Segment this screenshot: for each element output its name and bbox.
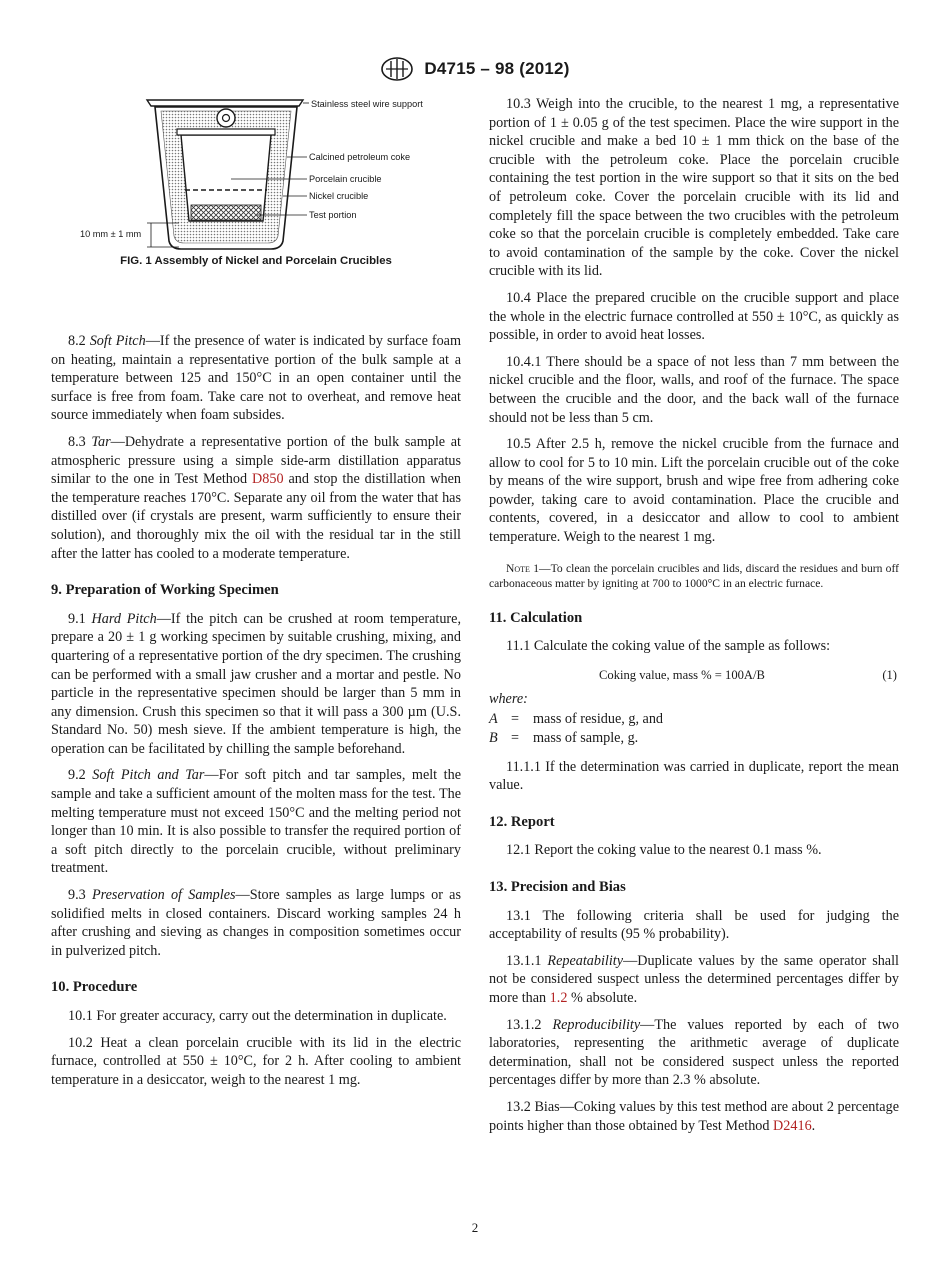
equation-text: Coking value, mass % = 100A/B — [599, 667, 765, 682]
link-1-2[interactable]: 1.2 — [549, 989, 568, 1006]
note-1: Note 1—To clean the porcelain crucibles and lids, discard the residues and burn off carbonaceous matter by igniting at 700 to 1000°C in an electric furnace. — [489, 561, 899, 590]
para-13-1-1: 13.1.1 Repeatability—Duplicate values by the same operator shall not be considered suspect unless the determined percentages differ by more than 1.2 % absolute. — [489, 952, 899, 1006]
para-10-4-1: 10.4.1 There should be a space of not less than 7 mm between the nickel crucible and the floor, walls, and roof of the furnace. The space between the crucible and the door, and the back wall of the furnace should not be less than 5 cm. — [489, 353, 899, 426]
page-header — [0, 56, 950, 82]
para-13-1: 13.1 The following criteria shall be used for judging the acceptability of results (95 % probability). — [489, 907, 899, 943]
variable-a: A = mass of residue, g, and — [489, 711, 664, 728]
para-10-5: 10.5 After 2.5 h, remove the nickel crucible from the furnace and allow to cool for 5 to 10 min. Lift the porcelain crucible out of the coke by means of the wire support, brush and wipe free from adhering coke powder, taking care to avoid contamination. Place the crucible and contents, covered, in a desiccator and allow to cool to ambient temperature. Weigh to the nearest 1 mg. — [489, 436, 899, 546]
para-8-3: 8.3 Tar—Dehydrate a representative portion of the bulk sample at atmospheric pressure using a simple side-arm distillation apparatus similar to the one in Test Method D850 and stop the distillation when the temperature reaches 170°C. Separate any oil from the water that has distilled over (if crystals are present, warm sufficiently to ensure their solution), and thoroughly mix the oil with the residual tar in the still after the latter has cooled to a moderate temperature. — [51, 433, 462, 562]
section-12-heading: 12. Report — [489, 813, 555, 830]
figure-caption: FIG. 1 Assembly of Nickel and Porcelain Crucibles — [120, 255, 392, 267]
label-dimension: 10 mm ± 1 mm — [80, 229, 142, 239]
label-wire-support: Stainless steel wire support — [311, 99, 423, 109]
section-11-heading: 11. Calculation — [489, 609, 583, 626]
where-label: where: — [489, 690, 528, 707]
para-9-2: 9.2 Soft Pitch and Tar—For soft pitch and tar samples, melt the sample and take a sufficient amount of the molten mass for the test. The melting temperature must not exceed 150°C and the melting period not longer than 10 min. It is also possible to transfer the required portion of a soft pitch directly to the porcelain crucible, without preliminary treatment. — [51, 767, 462, 877]
variable-b: B = mass of sample, g. — [489, 730, 639, 747]
para-9-3: 9.3 Preservation of Samples—Store samples as large lumps or as solidified melts in closed containers. Discard working samples 24 h after crushing and sieving as changes in composition sometimes occur in pulverized pitch. — [51, 887, 461, 959]
left-column — [51, 332, 461, 1097]
para-13-1-2: 13.1.2 Reproducibility—The values reported by each of two laboratories, representing the arithmetic average of duplicate determination, shall not be considered suspect unless the reported percentages differ by more than 2.3 % absolute. — [489, 1016, 899, 1089]
link-d850[interactable]: D850 — [252, 471, 284, 488]
section-10-heading: 10. Procedure — [51, 979, 138, 996]
section-13-heading: 13. Precision and Bias — [489, 879, 626, 895]
label-nickel: Nickel crucible — [309, 191, 369, 201]
label-porcelain: Porcelain crucible — [309, 174, 382, 184]
para-10-3: 10.3 Weigh into the crucible, to the nearest 1 mg, a representative portion of 1 ± 0.05 g of the test specimen. Place the wire support in the nickel crucible and make a bed 10 ± 1 mm thick on the base of the crucible with the petroleum coke. Place the porcelain crucible containing the test portion in the wire support so that it sits on the bed of petroleum coke. Cover the porcelain crucible with its lid and completely fill the space between the two crucibles with the petroleum coke so that the porcelain crucible is completely embedded. Take care to avoid contamination of the sample by the coke. Cover the nickel crucible with its lid. — [489, 96, 899, 280]
para-8-2: 8.2 Soft Pitch—If the presence of water is indicated by surface foam on heating, maintain a representative portion of the bulk sample at a temperature between 125 and 150°C in an open container until the surface is free from foam. Take care not to overheat, and remove heat source immediately when foam subsides. — [51, 333, 462, 424]
page-number: 2 — [471, 1220, 479, 1235]
astm-logo-icon — [380, 56, 414, 82]
equation-number: (1) — [882, 667, 897, 682]
link-d2416[interactable]: D2416 — [773, 1117, 812, 1134]
section-9-heading: 9. Preparation of Working Specimen — [51, 582, 279, 599]
para-10-1: 10.1 For greater accuracy, carry out the determination in duplicate. — [68, 1008, 447, 1024]
right-column — [489, 95, 899, 1143]
label-coke: Calcined petroleum coke — [309, 152, 411, 162]
equation-1 — [489, 664, 899, 686]
para-13-2: 13.2 Bias—Coking values by this test method are about 2 percentage points higher than those obtained by Test Method D2416. — [489, 1098, 899, 1134]
document-id: D4715 – 98 (2012) — [424, 59, 570, 78]
label-test-portion: Test portion — [309, 210, 357, 220]
figure-1 — [51, 95, 461, 285]
para-11-1: 11.1 Calculate the coking value of the sample as follows: — [506, 638, 831, 655]
para-10-4: 10.4 Place the prepared crucible on the crucible support and place the whole in the electric furnace controlled at 550 ± 10°C, as quickly as possible, in order to avoid heat losses. — [489, 289, 899, 344]
para-10-2: 10.2 Heat a clean porcelain crucible with its lid in the electric furnace, controlled at 550 ± 10°C, for 2 h. After cooling to ambient temperature in a desiccator, weigh to the nearest 1 mg. — [51, 1034, 461, 1088]
para-9-1: 9.1 Hard Pitch—If the pitch can be crushed at room temperature, prepare a 20 ± 1 g working specimen by suitable crushing, mixing, and quartering of a representative portion of the dry specimen. The crushing can be performed with a small jaw crusher and a mortar and pestle. No particle in the representative specimen should be larger than 5 mm in any dimension. Crush this specimen so that it will pass a 300 µm (U.S. Standard No. 50) mesh sieve. If the ambient temperature is high, the operation can be facilitated by chilling the sample beforehand. — [51, 610, 462, 757]
para-12-1: 12.1 Report the coking value to the nearest 0.1 mass %. — [506, 842, 822, 859]
para-11-1-1: 11.1.1 If the determination was carried in duplicate, report the mean value. — [489, 758, 899, 794]
